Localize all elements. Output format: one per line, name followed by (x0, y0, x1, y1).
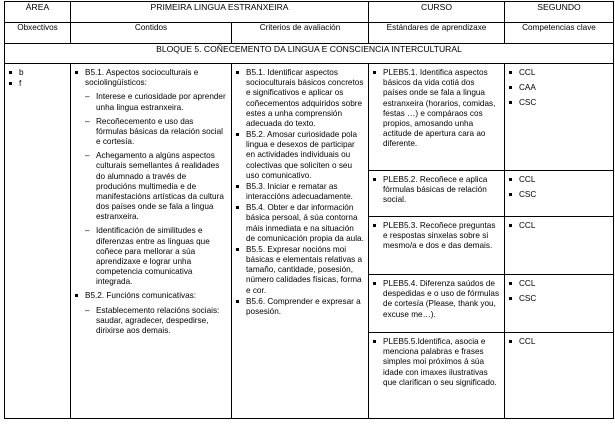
objective-item: f (9, 79, 66, 89)
criteria-header: Criterios de avaliación (232, 23, 369, 44)
area-label: ÁREA (5, 2, 71, 23)
standard-cell (369, 217, 505, 275)
criterion-item: B5.3. Iniciar e rematar as interaccións adecuadamente. (236, 182, 364, 202)
competences-cell (505, 275, 614, 333)
criterion-item: B5.6. Comprender e expresar a posesión. (236, 297, 364, 317)
standard-item: PLEB5.3. Recoñece preguntas e respostas sinxelas sobre si mesmo/a e dos e das demais. (373, 221, 500, 252)
competence-item: CAA (509, 83, 609, 93)
criterion-item: B5.5. Expresar nocións moi básicas e elementais relativas a tamaño, cantidade, posesión, número calidades físicas, forma e cor. (236, 245, 364, 296)
competences-cell (505, 333, 614, 419)
content-title: B5.1. Aspectos socioculturais e sociolingüísticos: (85, 68, 199, 88)
segundo-label: SEGUNDO (505, 2, 614, 23)
criterion-item: B5.4. Obter e dar información básica persoal, á súa contorna máis inmediata e na situación de comunicación propia da aula. (236, 203, 364, 244)
standard-item: PLEB5.5.Identifica, asocia e menciona palabras e frases simples moi próximos á súa idade con imaxes ilustrativas que clarifican o seu significado. (373, 337, 500, 388)
bloque-row (5, 44, 614, 64)
standards-header: Estándares de aprendizaxe (369, 23, 505, 44)
competences-header: Competencias clave (505, 23, 614, 44)
objective-item: b (9, 68, 66, 78)
content-item: – Identificación de similitudes e diferenzas entre as linguas que coñece para mellorar a súa aprendizaxe e lograr unha competencia comunicativa integrada. (85, 226, 227, 287)
header-row-1 (5, 2, 614, 23)
content-item: – Establecemento relacións sociais: saudar, agradecer, despedirse, dirixirse aos demais. (85, 306, 227, 337)
competence-item: CCL (509, 221, 609, 231)
competence-item: CCL (509, 279, 609, 289)
competence-item: CSC (509, 294, 609, 304)
standard-cell (369, 171, 505, 217)
standard-item: PLEB5.4. Diferenza saúdos de despedidas e o uso de fórmulas de cortesía (Please, thank you, excuse me…). (373, 279, 500, 320)
content-row-1 (5, 64, 614, 171)
standard-cell (369, 333, 505, 419)
contents-cell (71, 64, 232, 419)
competences-cell (505, 217, 614, 275)
competence-item: CCL (509, 175, 609, 185)
curriculum-table (4, 1, 614, 419)
criterion-item: B5.2. Amosar curiosidade pola lingua e desexos de participar en actividades individuais ou colectivas que soliciten o seu uso comunicativo. (236, 130, 364, 181)
competence-item: CSC (509, 190, 609, 200)
curso-label: CURSO (369, 2, 505, 23)
standard-item: PLEB5.1. Identifica aspectos básicos da vida cotiá dos países onde se fala a lingua estranxeira (horarios, comidas, festas …) e compáraos cos propios, amosando unha actitude de apertura cara ao diferente. (373, 68, 500, 149)
subject-label: PRIMEIRA LINGUA ESTRANXEIRA (71, 2, 369, 23)
content-item: – Recoñecemento e uso das fórmulas básicas da relación social e cortesía. (85, 117, 227, 148)
criterion-item: B5.1. Identificar aspectos socioculturais básicos concretos e significativos e aplicar os coñecementos adquiridos sobre estes a unha comprensión adecuada do texto. (236, 68, 364, 129)
content-group (75, 68, 227, 287)
criteria-cell (232, 64, 369, 419)
standard-item: PLEB5.2. Recoñece e aplica fórmulas básicas de relación social. (373, 175, 500, 206)
contents-header: Contidos (71, 23, 232, 44)
content-title: B5.2. Funcións comunicativas: (85, 291, 197, 301)
standard-cell (369, 275, 505, 333)
bloque-title: BLOQUE 5. COÑECEMENTO DA LINGUA E CONSCIENCIA INTERCULTURAL (5, 44, 614, 64)
competence-item: CCL (509, 68, 609, 78)
standard-cell (369, 64, 505, 171)
content-item: – Interese e curiosidade por aprender unha lingua estranxeira. (85, 92, 227, 112)
objectives-header: Obxectivos (5, 23, 71, 44)
competence-item: CCL (509, 337, 609, 347)
content-item: – Achegamento a algúns aspectos culturais semellantes á realidades do alumnado a través de producións multimedia e de manifestacións artísticas da cultura dos países onde se fala a lingua estranxeira. (85, 151, 227, 222)
objectives-cell (5, 64, 71, 419)
competences-cell (505, 64, 614, 171)
competences-cell (505, 171, 614, 217)
competence-item: CSC (509, 98, 609, 108)
header-row-2 (5, 23, 614, 44)
content-group (75, 291, 227, 336)
